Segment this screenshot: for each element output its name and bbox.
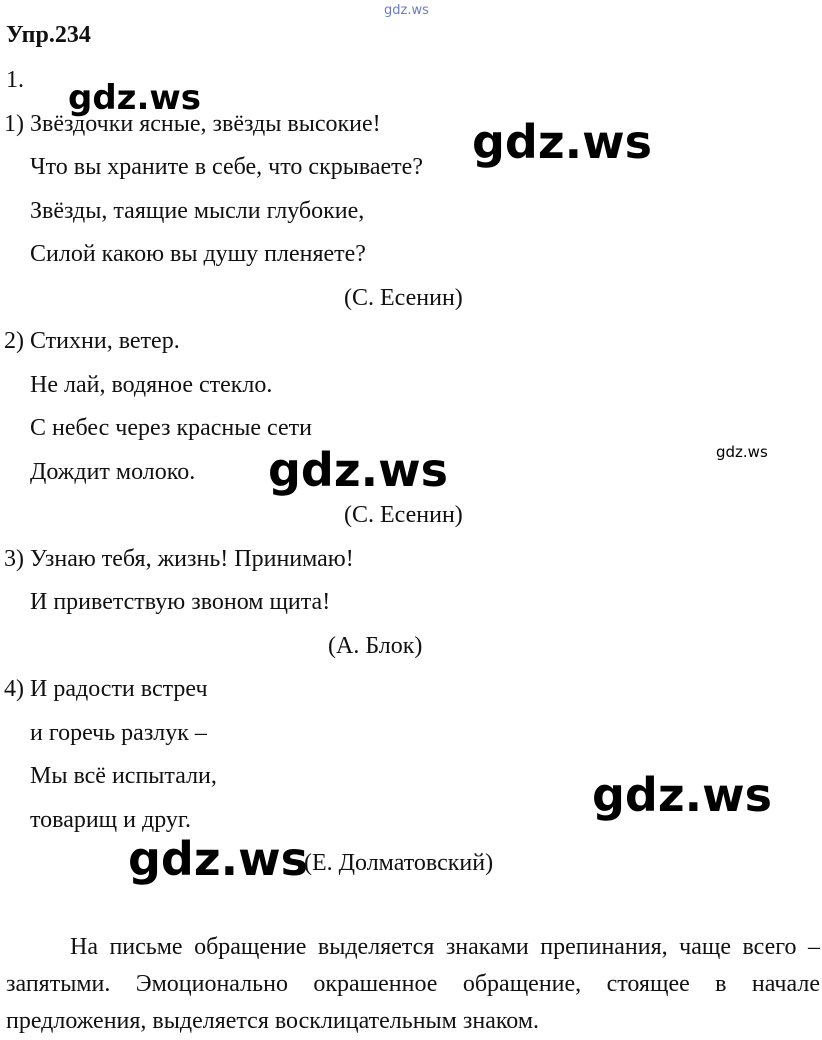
watermark-3: gdz.ws <box>716 443 768 461</box>
poem-4-line-4: товарищ и друг. <box>30 807 192 833</box>
poem-3-line-2: И приветствую звоном щита! <box>30 589 331 615</box>
poem-4-line-1: 4) И радости встреч <box>4 676 208 702</box>
exercise-title: Упр.234 <box>6 22 91 48</box>
poem-2-line-1: 2) Стихни, ветер. <box>4 328 180 354</box>
poem-1-author: (С. Есенин) <box>344 285 463 311</box>
watermark-top: gdz.ws <box>384 3 429 18</box>
poem-2-line-2: Не лай, водяное стекло. <box>30 372 273 398</box>
watermark-1: gdz.ws <box>68 78 202 118</box>
poem-2-author: (С. Есенин) <box>344 502 463 528</box>
poem-3-author: (А. Блок) <box>328 633 423 659</box>
poem-1-line-2: Что вы храните в себе, что скрываете? <box>30 154 423 180</box>
poem-4-line-3: Мы всё испытали, <box>30 763 217 789</box>
poem-4-line-2: и горечь разлук – <box>30 720 207 746</box>
poem-1-line-1: 1) Звёздочки ясные, звёзды высокие! <box>4 111 381 137</box>
part-number: 1. <box>6 67 24 93</box>
watermark-6: gdz.ws <box>128 832 308 886</box>
poem-3-line-1: 3) Узнаю тебя, жизнь! Принимаю! <box>4 546 354 572</box>
watermark-5: gdz.ws <box>592 768 772 822</box>
poem-2-line-4: Дождит молоко. <box>30 459 196 485</box>
rule-paragraph: На письме обращение выделяется знаками препинания, чаще всего – запятыми. Эмоционально окрашенное обращение, стоящее в начале предложения, выделяется восклицательным знаком. <box>6 934 820 1034</box>
watermark-2: gdz.ws <box>472 115 652 169</box>
poem-1-line-3: Звёзды, таящие мысли глубокие, <box>30 198 365 224</box>
poem-1-line-4: Силой какою вы душу пленяете? <box>30 241 366 267</box>
poem-4-author: (Е. Долматовский) <box>304 850 494 876</box>
watermark-4: gdz.ws <box>268 443 448 497</box>
poem-2-line-3: С небес через красные сети <box>30 415 312 441</box>
